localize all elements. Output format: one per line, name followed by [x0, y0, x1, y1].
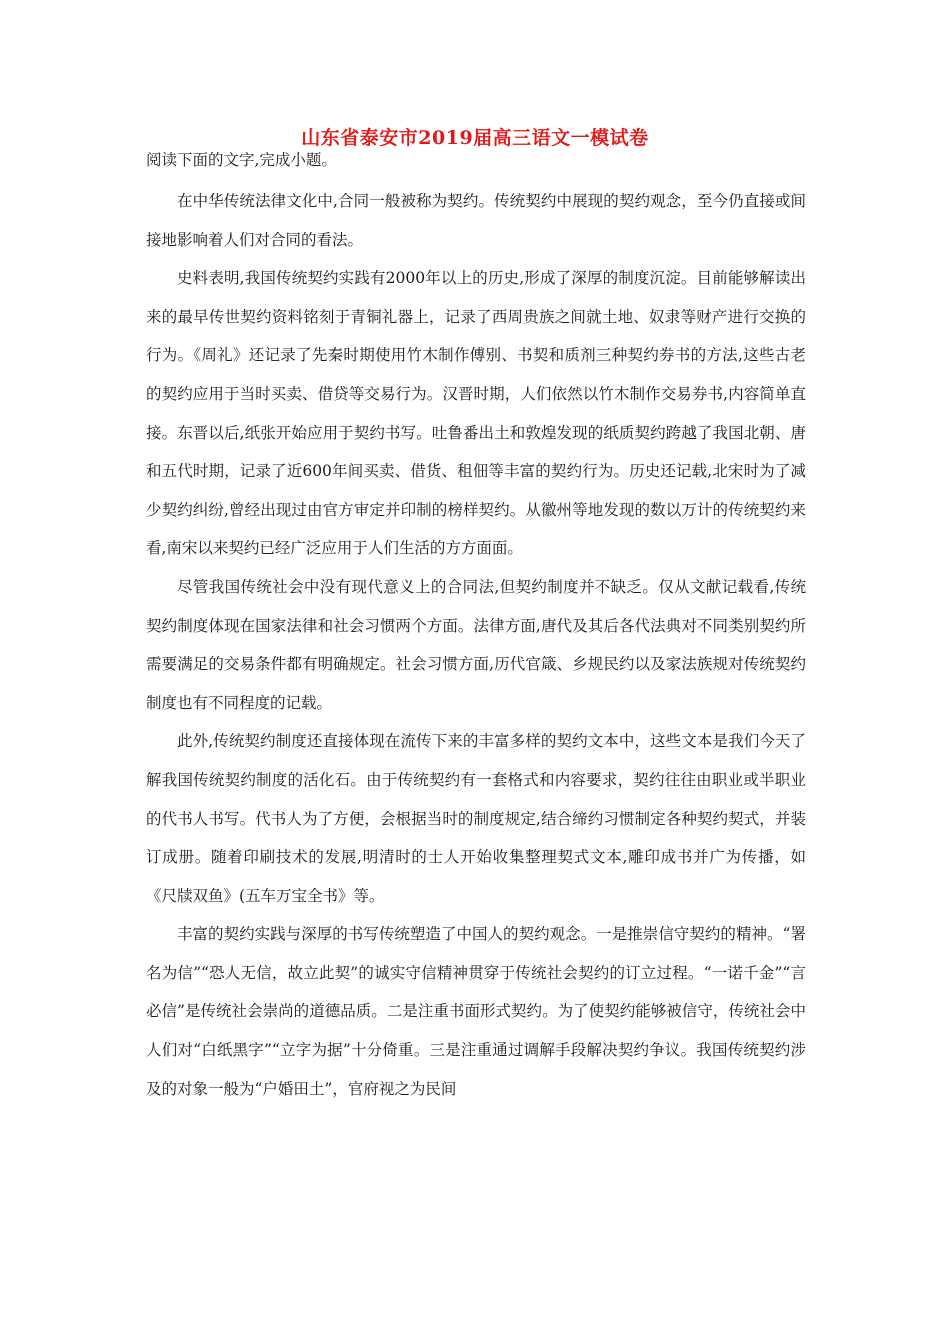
document-title: 山东省泰安市2019届高三语文一模试卷 — [301, 127, 649, 149]
document-body — [146, 182, 806, 1108]
paragraph-2: 史料表明,我国传统契约实践有2000年以上的历史,形成了深厚的制度沉淀。目前能够解读出来的最早传世契约资料铭刻于青铜礼器上，记录了西周贵族之间就土地、奴隶等财产进行交换的行为。《周礼》还记录了先秦时期使用竹木制作傅别、书契和质剂三种契约券书的方法,这些古老的契约应用于当时买卖、借贷等交易行为。汉晋时期，人们依然以竹木制作交易券书,内容简单直接。东晋以后,纸张开始应用于契约书写。吐鲁番出土和敦煌发现的纸质契约跨越了我国北朝、唐和五代时期，记录了近600年间买卖、借货、租佃等丰富的契约行为。历史还记载,北宋时为了减少契约纠纷,曾经出现过由官方审定并印制的榜样契约。从徽州等地发现的数以万计的传统契约来看,南宋以来契约已经广泛应用于人们生活的方方面面。 — [146, 269, 806, 558]
paragraph-4: 此外,传统契约制度还直接体现在流传下来的丰富多样的契约文本中，这些文本是我们今天了解我国传统契约制度的活化石。由于传统契约有一套格式和内容要求，契约往往由职业或半职业的代书人书写。代书人为了方便，会根据当时的制度规定,结合缔约习惯制定各种契约契式，并装订成册。随着印刷技术的发展,明清时的士人开始收集整理契式文本,雕印成书并广为传播，如《尺牍双鱼》(五车万宝全书》等。 — [146, 732, 806, 905]
paragraph-3: 尽管我国传统社会中没有现代意义上的合同法,但契约制度并不缺乏。仅从文献记载看,传统契约制度体现在国家法律和社会习惯两个方面。法律方面,唐代及其后各代法典对不同类别契约所需要满足的交易条件都有明确规定。社会习惯方面,历代官箴、乡规民约以及家法族规对传统契约制度也有不同程度的记载。 — [146, 577, 806, 712]
reading-instruction: 阅读下面的文字,完成小题。 — [146, 151, 337, 169]
paragraph-1: 在中华传统法律文化中,合同一般被称为契约。传统契约中展现的契约观念，至今仍直接或间接地影响着人们对合同的看法。 — [146, 192, 806, 249]
paragraph-5: 丰富的契约实践与深厚的书写传统塑造了中国人的契约观念。一是推崇信守契约的精神。“署名为信”“恐人无信，故立此契”的诚实守信精神贯穿于传统社会契约的订立过程。“一诺千金”“言必信”是传统社会崇尚的道德品质。二是注重书面形式契约。为了使契约能够被信守，传统社会中人们对“白纸黑字”“立字为据”十分倚重。三是注重通过调解手段解决契约争议。我国传统契约涉及的对象一般为“户婚田土”，官府视之为民间 — [146, 925, 806, 1098]
